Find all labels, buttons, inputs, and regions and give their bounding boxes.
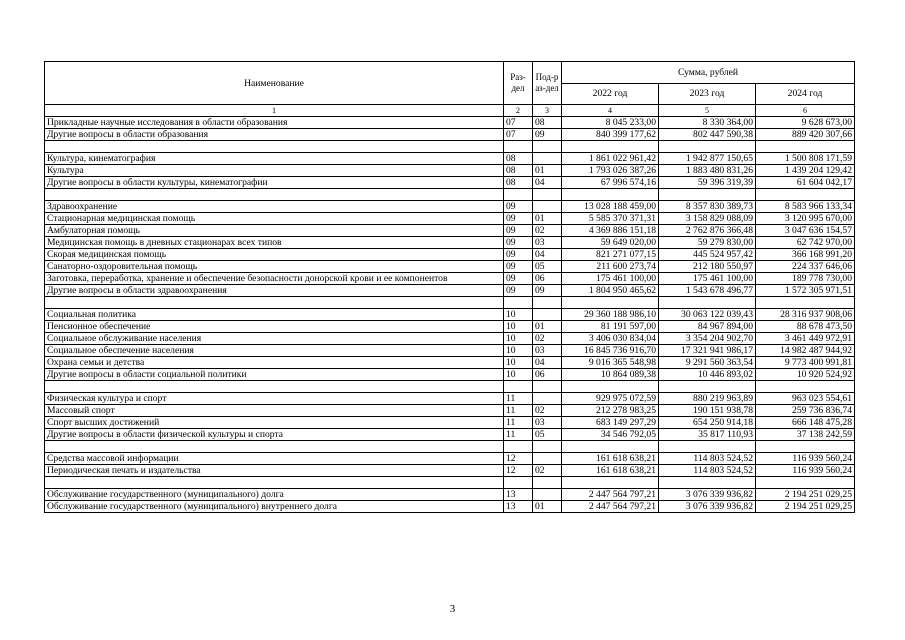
table-row bbox=[45, 405, 855, 417]
table-row bbox=[45, 225, 855, 237]
row-podrazdel: 02 bbox=[533, 333, 562, 345]
row-sum-2023: 802 447 590,38 bbox=[659, 129, 756, 141]
row-sum-2023: 9 291 560 363,54 bbox=[659, 357, 756, 369]
table-row bbox=[45, 285, 855, 297]
row-sum-2022: 821 271 077,15 bbox=[562, 249, 659, 261]
header-podrazdel: Под-раз-дел bbox=[533, 62, 562, 105]
col-index: 5 bbox=[659, 105, 756, 117]
column-index-row bbox=[45, 105, 855, 117]
empty-cell bbox=[533, 297, 562, 309]
table-row bbox=[45, 165, 855, 177]
table-row bbox=[45, 465, 855, 477]
section-row bbox=[45, 453, 855, 465]
empty-cell bbox=[504, 477, 533, 489]
row-sum-2022: 161 618 638,21 bbox=[562, 453, 659, 465]
table-row bbox=[45, 249, 855, 261]
row-sum-2024: 366 168 991,20 bbox=[756, 249, 855, 261]
empty-cell bbox=[756, 477, 855, 489]
row-razdel: 11 bbox=[504, 417, 533, 429]
row-name: Заготовка, переработка, хранение и обеспечение безопасности донорской крови и ее компонентов bbox=[45, 273, 504, 285]
table-row bbox=[45, 273, 855, 285]
row-podrazdel: 08 bbox=[533, 117, 562, 129]
row-sum-2022: 8 045 233,00 bbox=[562, 117, 659, 129]
row-name: Физическая культура и спорт bbox=[45, 393, 504, 405]
row-sum-2023: 3 076 339 936,82 bbox=[659, 501, 756, 513]
table-row bbox=[45, 321, 855, 333]
row-name: Средства массовой информации bbox=[45, 453, 504, 465]
row-razdel: 08 bbox=[504, 177, 533, 189]
row-sum-2023: 59 279 830,00 bbox=[659, 237, 756, 249]
row-sum-2022: 29 360 188 986,10 bbox=[562, 309, 659, 321]
row-podrazdel: 05 bbox=[533, 429, 562, 441]
empty-cell bbox=[756, 189, 855, 201]
row-sum-2022: 9 016 365 548,98 bbox=[562, 357, 659, 369]
row-sum-2023: 84 967 894,00 bbox=[659, 321, 756, 333]
empty-cell bbox=[45, 441, 504, 453]
header-name: Наименование bbox=[45, 62, 504, 105]
row-sum-2024: 2 194 251 029,25 bbox=[756, 489, 855, 501]
row-razdel: 09 bbox=[504, 225, 533, 237]
row-sum-2022: 683 149 297,29 bbox=[562, 417, 659, 429]
empty-cell bbox=[756, 297, 855, 309]
section-row bbox=[45, 153, 855, 165]
empty-cell bbox=[659, 141, 756, 153]
empty-cell bbox=[533, 189, 562, 201]
row-name: Другие вопросы в области социальной политики bbox=[45, 369, 504, 381]
col-index: 4 bbox=[562, 105, 659, 117]
row-name: Здравоохранение bbox=[45, 201, 504, 213]
row-sum-2022: 4 369 886 151,18 bbox=[562, 225, 659, 237]
row-podrazdel: 02 bbox=[533, 405, 562, 417]
row-podrazdel: 04 bbox=[533, 177, 562, 189]
table-row bbox=[45, 213, 855, 225]
row-name: Социальное обеспечение населения bbox=[45, 345, 504, 357]
row-sum-2022: 16 845 736 916,70 bbox=[562, 345, 659, 357]
row-sum-2023: 1 942 877 150,65 bbox=[659, 153, 756, 165]
row-sum-2022: 81 191 597,00 bbox=[562, 321, 659, 333]
empty-cell bbox=[533, 381, 562, 393]
col-index: 3 bbox=[533, 105, 562, 117]
row-razdel: 09 bbox=[504, 261, 533, 273]
row-name: Другие вопросы в области образования bbox=[45, 129, 504, 141]
row-podrazdel: 01 bbox=[533, 165, 562, 177]
row-razdel: 08 bbox=[504, 153, 533, 165]
empty-cell bbox=[504, 441, 533, 453]
row-razdel: 11 bbox=[504, 429, 533, 441]
row-sum-2022: 929 975 072,59 bbox=[562, 393, 659, 405]
empty-cell bbox=[45, 141, 504, 153]
row-name: Другие вопросы в области здравоохранения bbox=[45, 285, 504, 297]
row-sum-2023: 3 076 339 936,82 bbox=[659, 489, 756, 501]
row-sum-2024: 1 572 305 971,51 bbox=[756, 285, 855, 297]
row-sum-2024: 3 120 995 670,00 bbox=[756, 213, 855, 225]
empty-cell bbox=[533, 141, 562, 153]
row-sum-2023: 8 357 830 389,73 bbox=[659, 201, 756, 213]
empty-cell bbox=[562, 381, 659, 393]
row-sum-2023: 175 461 100,00 bbox=[659, 273, 756, 285]
row-sum-2023: 654 250 914,18 bbox=[659, 417, 756, 429]
row-podrazdel bbox=[533, 489, 562, 501]
row-razdel: 09 bbox=[504, 249, 533, 261]
row-sum-2023: 35 817 110,93 bbox=[659, 429, 756, 441]
row-podrazdel bbox=[533, 201, 562, 213]
row-razdel: 07 bbox=[504, 129, 533, 141]
budget-table bbox=[44, 61, 855, 513]
row-podrazdel: 09 bbox=[533, 285, 562, 297]
row-podrazdel: 04 bbox=[533, 249, 562, 261]
row-sum-2023: 445 524 957,42 bbox=[659, 249, 756, 261]
row-podrazdel: 01 bbox=[533, 213, 562, 225]
row-sum-2023: 114 803 524,52 bbox=[659, 465, 756, 477]
empty-cell bbox=[504, 141, 533, 153]
row-sum-2024: 3 461 449 972,91 bbox=[756, 333, 855, 345]
row-podrazdel: 03 bbox=[533, 345, 562, 357]
row-podrazdel: 06 bbox=[533, 273, 562, 285]
row-name: Спорт высших достижений bbox=[45, 417, 504, 429]
row-sum-2024: 62 742 970,00 bbox=[756, 237, 855, 249]
row-sum-2022: 67 996 574,16 bbox=[562, 177, 659, 189]
table-row bbox=[45, 345, 855, 357]
table-row bbox=[45, 261, 855, 273]
empty-cell bbox=[504, 381, 533, 393]
row-razdel: 10 bbox=[504, 357, 533, 369]
empty-cell bbox=[562, 477, 659, 489]
row-podrazdel: 02 bbox=[533, 225, 562, 237]
row-sum-2023: 1 883 480 831,26 bbox=[659, 165, 756, 177]
row-sum-2022: 1 804 950 465,62 bbox=[562, 285, 659, 297]
row-sum-2023: 880 219 963,89 bbox=[659, 393, 756, 405]
row-sum-2022: 59 649 020,00 bbox=[562, 237, 659, 249]
row-sum-2024: 889 420 307,66 bbox=[756, 129, 855, 141]
row-sum-2024: 963 023 554,61 bbox=[756, 393, 855, 405]
row-sum-2023: 1 543 678 496,77 bbox=[659, 285, 756, 297]
row-sum-2024: 88 678 473,50 bbox=[756, 321, 855, 333]
row-sum-2022: 1 793 026 387,26 bbox=[562, 165, 659, 177]
header-year-2022: 2022 год bbox=[562, 83, 659, 105]
table-body bbox=[45, 117, 855, 513]
row-sum-2024: 3 047 636 154,57 bbox=[756, 225, 855, 237]
col-index: 2 bbox=[504, 105, 533, 117]
spacer-row bbox=[45, 441, 855, 453]
row-sum-2024: 1 439 204 129,42 bbox=[756, 165, 855, 177]
row-name: Другие вопросы в области физической культуры и спорта bbox=[45, 429, 504, 441]
row-sum-2023: 190 151 938,78 bbox=[659, 405, 756, 417]
empty-cell bbox=[659, 381, 756, 393]
empty-cell bbox=[533, 477, 562, 489]
row-sum-2024: 10 920 524,92 bbox=[756, 369, 855, 381]
row-sum-2022: 2 447 564 797,21 bbox=[562, 489, 659, 501]
row-sum-2024: 28 316 937 908,06 bbox=[756, 309, 855, 321]
row-sum-2024: 116 939 560,24 bbox=[756, 453, 855, 465]
empty-cell bbox=[45, 477, 504, 489]
row-podrazdel bbox=[533, 453, 562, 465]
row-razdel: 11 bbox=[504, 393, 533, 405]
row-sum-2023: 2 762 876 366,48 bbox=[659, 225, 756, 237]
row-razdel: 09 bbox=[504, 213, 533, 225]
spacer-row bbox=[45, 141, 855, 153]
empty-cell bbox=[504, 297, 533, 309]
table-row bbox=[45, 117, 855, 129]
row-sum-2022: 840 399 177,62 bbox=[562, 129, 659, 141]
row-sum-2023: 17 321 941 986,17 bbox=[659, 345, 756, 357]
row-razdel: 12 bbox=[504, 465, 533, 477]
row-razdel: 10 bbox=[504, 333, 533, 345]
row-sum-2022: 211 600 273,74 bbox=[562, 261, 659, 273]
row-name: Социальное обслуживание населения bbox=[45, 333, 504, 345]
row-name: Прикладные научные исследования в области образования bbox=[45, 117, 504, 129]
empty-cell bbox=[756, 441, 855, 453]
row-sum-2022: 5 585 370 371,31 bbox=[562, 213, 659, 225]
row-sum-2023: 3 158 829 088,09 bbox=[659, 213, 756, 225]
row-name: Пенсионное обеспечение bbox=[45, 321, 504, 333]
row-name: Периодическая печать и издательства bbox=[45, 465, 504, 477]
row-name: Социальная политика bbox=[45, 309, 504, 321]
table-row bbox=[45, 333, 855, 345]
table-row bbox=[45, 501, 855, 513]
row-name: Культура, кинематография bbox=[45, 153, 504, 165]
row-razdel: 11 bbox=[504, 405, 533, 417]
row-razdel: 12 bbox=[504, 453, 533, 465]
table-row bbox=[45, 429, 855, 441]
page-number: 3 bbox=[449, 603, 456, 615]
row-sum-2022: 161 618 638,21 bbox=[562, 465, 659, 477]
row-sum-2024: 224 337 646,06 bbox=[756, 261, 855, 273]
row-podrazdel: 09 bbox=[533, 129, 562, 141]
row-name: Обслуживание государственного (муниципального) долга bbox=[45, 489, 504, 501]
row-razdel: 07 bbox=[504, 117, 533, 129]
spacer-row bbox=[45, 381, 855, 393]
row-sum-2024: 61 604 042,17 bbox=[756, 177, 855, 189]
row-name: Культура bbox=[45, 165, 504, 177]
row-sum-2022: 2 447 564 797,21 bbox=[562, 501, 659, 513]
row-sum-2024: 9 628 673,00 bbox=[756, 117, 855, 129]
row-sum-2023: 3 354 204 902,70 bbox=[659, 333, 756, 345]
row-name: Медицинская помощь в дневных стационарах всех типов bbox=[45, 237, 504, 249]
empty-cell bbox=[562, 141, 659, 153]
row-sum-2024: 2 194 251 029,25 bbox=[756, 501, 855, 513]
row-name: Массовый спорт bbox=[45, 405, 504, 417]
row-name: Стационарная медицинская помощь bbox=[45, 213, 504, 225]
row-sum-2023: 8 330 364,00 bbox=[659, 117, 756, 129]
section-row bbox=[45, 489, 855, 501]
empty-cell bbox=[659, 477, 756, 489]
row-podrazdel bbox=[533, 393, 562, 405]
row-razdel: 09 bbox=[504, 237, 533, 249]
row-sum-2024: 116 939 560,24 bbox=[756, 465, 855, 477]
row-name: Амбулаторная помощь bbox=[45, 225, 504, 237]
empty-cell bbox=[45, 189, 504, 201]
row-sum-2023: 114 803 524,52 bbox=[659, 453, 756, 465]
row-sum-2022: 175 461 100,00 bbox=[562, 273, 659, 285]
row-podrazdel: 03 bbox=[533, 237, 562, 249]
header-sum: Сумма, рублей bbox=[562, 62, 855, 84]
row-razdel: 10 bbox=[504, 345, 533, 357]
header-row bbox=[45, 62, 855, 84]
empty-cell bbox=[659, 441, 756, 453]
table-row bbox=[45, 369, 855, 381]
row-name: Санаторно-оздоровительная помощь bbox=[45, 261, 504, 273]
row-podrazdel: 04 bbox=[533, 357, 562, 369]
spacer-row bbox=[45, 297, 855, 309]
row-razdel: 10 bbox=[504, 321, 533, 333]
empty-cell bbox=[659, 297, 756, 309]
row-sum-2024: 9 773 400 991,81 bbox=[756, 357, 855, 369]
row-name: Обслуживание государственного (муниципального) внутреннего долга bbox=[45, 501, 504, 513]
row-sum-2024: 8 583 966 133,34 bbox=[756, 201, 855, 213]
row-name: Охрана семьи и детства bbox=[45, 357, 504, 369]
row-sum-2023: 30 063 122 039,43 bbox=[659, 309, 756, 321]
row-razdel: 13 bbox=[504, 489, 533, 501]
row-sum-2024: 1 500 808 171,59 bbox=[756, 153, 855, 165]
col-index: 6 bbox=[756, 105, 855, 117]
row-sum-2023: 59 396 319,39 bbox=[659, 177, 756, 189]
row-podrazdel: 03 bbox=[533, 417, 562, 429]
empty-cell bbox=[562, 441, 659, 453]
row-razdel: 10 bbox=[504, 369, 533, 381]
table-row bbox=[45, 237, 855, 249]
row-podrazdel bbox=[533, 153, 562, 165]
empty-cell bbox=[756, 141, 855, 153]
empty-cell bbox=[562, 189, 659, 201]
table-row bbox=[45, 417, 855, 429]
row-razdel: 08 bbox=[504, 165, 533, 177]
row-sum-2024: 666 148 475,28 bbox=[756, 417, 855, 429]
row-razdel: 13 bbox=[504, 501, 533, 513]
row-razdel: 09 bbox=[504, 273, 533, 285]
spacer-row bbox=[45, 189, 855, 201]
spacer-row bbox=[45, 477, 855, 489]
row-sum-2024: 14 982 487 944,92 bbox=[756, 345, 855, 357]
empty-cell bbox=[533, 441, 562, 453]
row-sum-2024: 259 736 836,74 bbox=[756, 405, 855, 417]
row-podrazdel: 02 bbox=[533, 465, 562, 477]
row-podrazdel: 05 bbox=[533, 261, 562, 273]
empty-cell bbox=[45, 381, 504, 393]
empty-cell bbox=[659, 189, 756, 201]
header-year-2023: 2023 год bbox=[659, 83, 756, 105]
row-podrazdel: 01 bbox=[533, 321, 562, 333]
section-row bbox=[45, 201, 855, 213]
row-podrazdel bbox=[533, 309, 562, 321]
empty-cell bbox=[562, 297, 659, 309]
col-index: 1 bbox=[45, 105, 504, 117]
header-year-2024: 2024 год bbox=[756, 83, 855, 105]
row-razdel: 09 bbox=[504, 201, 533, 213]
row-sum-2023: 212 180 550,97 bbox=[659, 261, 756, 273]
section-row bbox=[45, 393, 855, 405]
table-row bbox=[45, 177, 855, 189]
empty-cell bbox=[45, 297, 504, 309]
row-sum-2022: 34 546 792,05 bbox=[562, 429, 659, 441]
header-razdel: Раз-дел bbox=[504, 62, 533, 105]
row-sum-2022: 212 278 983,25 bbox=[562, 405, 659, 417]
row-name: Другие вопросы в области культуры, кинематографии bbox=[45, 177, 504, 189]
section-row bbox=[45, 309, 855, 321]
row-podrazdel: 06 bbox=[533, 369, 562, 381]
empty-cell bbox=[756, 381, 855, 393]
row-name: Скорая медицинская помощь bbox=[45, 249, 504, 261]
row-sum-2022: 1 861 022 961,42 bbox=[562, 153, 659, 165]
row-sum-2022: 10 864 089,38 bbox=[562, 369, 659, 381]
row-sum-2024: 189 778 730,00 bbox=[756, 273, 855, 285]
row-sum-2024: 37 138 242,59 bbox=[756, 429, 855, 441]
row-razdel: 09 bbox=[504, 285, 533, 297]
row-sum-2022: 3 406 030 834,04 bbox=[562, 333, 659, 345]
empty-cell bbox=[504, 189, 533, 201]
row-sum-2023: 10 446 893,02 bbox=[659, 369, 756, 381]
row-sum-2022: 13 028 188 459,00 bbox=[562, 201, 659, 213]
table-row bbox=[45, 357, 855, 369]
table-row bbox=[45, 129, 855, 141]
row-podrazdel: 01 bbox=[533, 501, 562, 513]
row-razdel: 10 bbox=[504, 309, 533, 321]
